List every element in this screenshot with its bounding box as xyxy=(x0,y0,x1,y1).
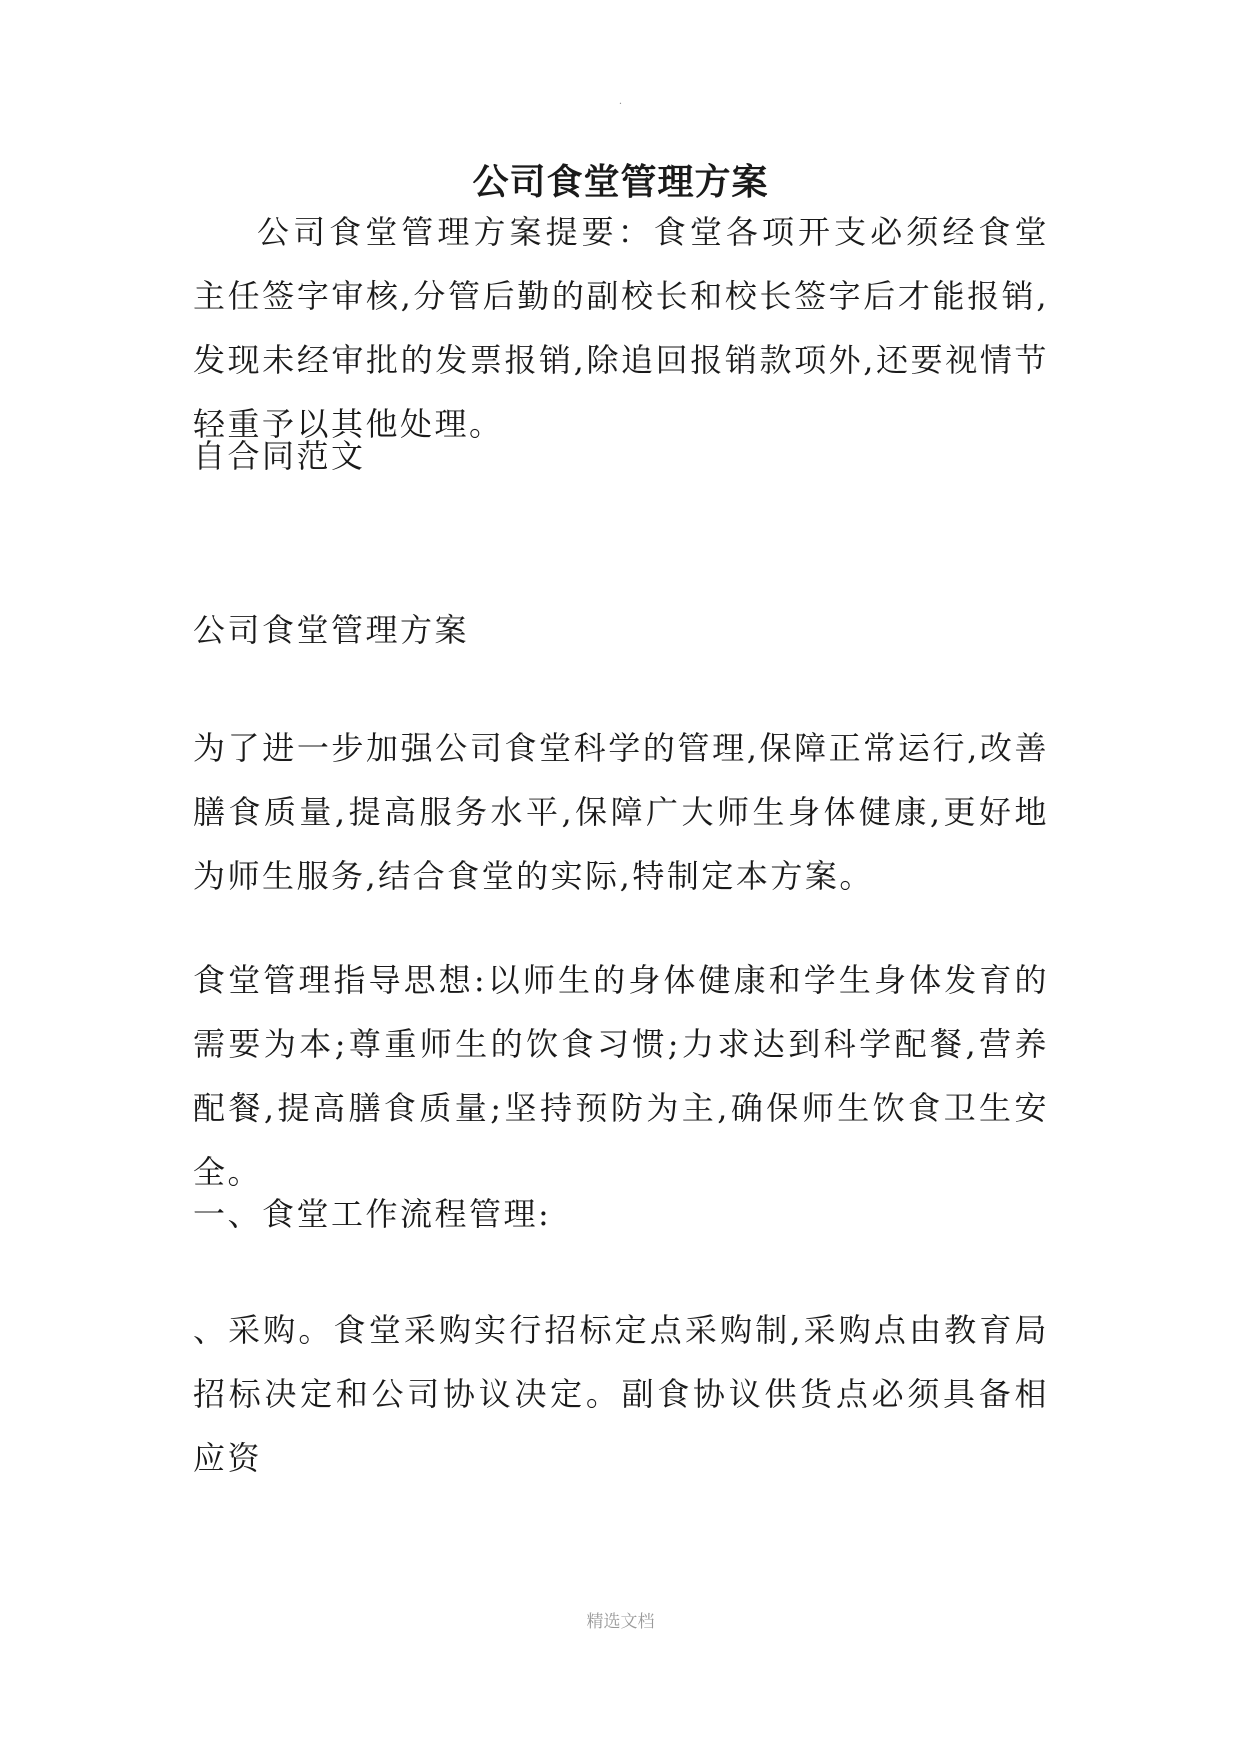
subtitle: 公司食堂管理方案 xyxy=(193,611,470,649)
footer-label: 精选文档 xyxy=(586,1612,655,1632)
summary-paragraph: 公司食堂管理方案提要：食堂各项开支必须经食堂主任签字审核,分管后勤的副校长和校长签字后才能报销,发现未经审批的发票报销,除追回报销款项外,还要视情节轻重予以其他处理。 xyxy=(193,213,1049,443)
document-title: 公司食堂管理方案 xyxy=(472,161,769,203)
guiding-thought-paragraph: 食堂管理指导思想:以师生的身体健康和学生身体发育的需要为本;尊重师生的饮食习惯;力求达到科学配餐,营养配餐,提高膳食质量;坚持预防为主,确保师生饮食卫生安全。 xyxy=(193,961,1049,1191)
intro-paragraph: 为了进一步加强公司食堂科学的管理,保障正常运行,改善膳食质量,提高服务水平,保障广大师生身体健康,更好地为师生服务,结合食堂的实际,特制定本方案。 xyxy=(193,729,1049,895)
source-line: 自合同范文 xyxy=(193,437,366,475)
section-heading: 一、食堂工作流程管理: xyxy=(193,1195,552,1233)
header-mark: . xyxy=(618,96,623,107)
section-item-paragraph: 、采购。食堂采购实行招标定点采购制,采购点由教育局招标决定和公司协议决定。副食协议供货点必须具备相应资 xyxy=(193,1311,1049,1477)
